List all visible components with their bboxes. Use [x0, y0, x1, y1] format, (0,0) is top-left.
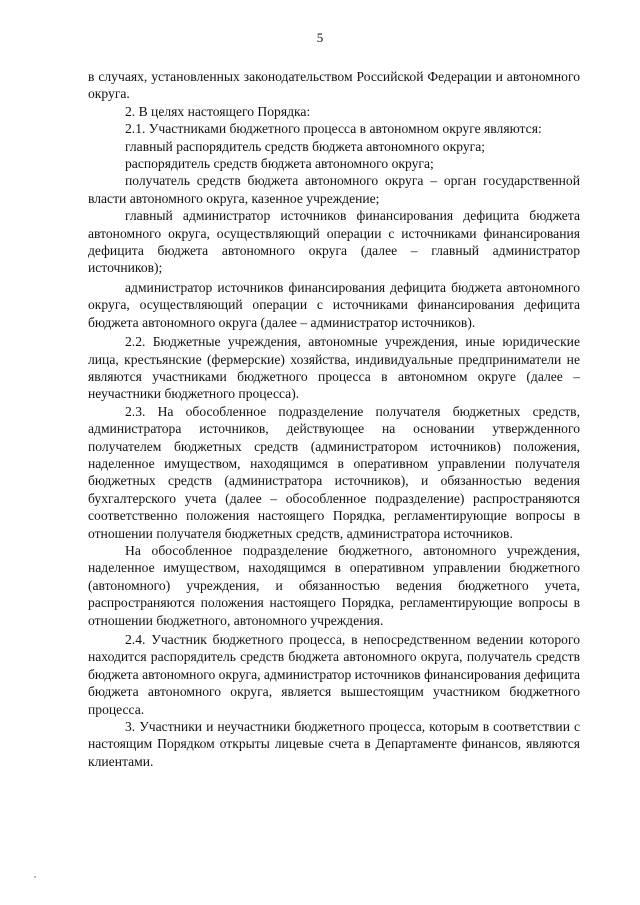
list-item-manager: распорядитель средств бюджета автономного округа; — [125, 156, 434, 172]
list-item-chief-administrator: главный администратор источников финансирования дефицита бюджета автономного округа, осуществляющий операции с источниками финансирования дефицита бюджета автономного округа (далее – главный администратор источников); — [88, 208, 580, 276]
paragraph-2-4: 2.4. Участник бюджетного процесса, в непосредственном ведении которого находится распорядитель средств бюджета автономного округа, получатель средств бюджета автономного округа, администратор источников финансирования дефицита бюджета автономного округа, является вышестоящим участником бюджетного процесса. — [88, 632, 581, 717]
list-item-chief-manager: главный распорядитель средств бюджета автономного округа; — [125, 138, 486, 154]
paragraph-2-3-continued: На обособленное подразделение бюджетного, автономного учреждения, наделенное имуществом, находящимся в оперативном управлении бюджетного (автономного) учреждения, и обязанностью ведения бюджетного учета, распространяются положения настоящего Порядка, регламентирующие вопросы в отношении бюджетного, автономного учреждения. — [88, 542, 580, 628]
list-item-recipient: получатель средств бюджета автономного округа – орган государственной власти автономного округа, казенное учреждение; — [88, 173, 580, 206]
document-body — [88, 68, 580, 770]
scan-artifact — [34, 876, 36, 878]
paragraph-section-3: 3. Участники и неучастники бюджетного процесса, которым в соответствии с настоящим Порядком открыты лицевые счета в Департаменте финансов, являются клиентами. — [88, 719, 580, 769]
paragraph-section-2: 2. В целях настоящего Порядка: — [125, 103, 311, 119]
list-item-administrator: администратор источников финансирования дефицита бюджета автономного округа, осуществляющий операции с источниками финансирования дефицита бюджета автономного округа (далее – администратор источников). — [88, 279, 580, 330]
paragraph-2-2: 2.2. Бюджетные учреждения, автономные учреждения, иные юридические лица, крестьянские (фермерские) хозяйства, индивидуальные предприниматели не являются участниками бюджетного процесса в автономном округе (далее – неучастники бюджетного процесса). — [88, 334, 580, 402]
page-number: 5 — [316, 30, 324, 45]
paragraph-2-3: 2.3. На обособленное подразделение получателя бюджетных средств, администратора источников, действующее на основании утвержденного получателем бюджетных средств (администратором источников) положения, наделенное имуществом, находящимся в оперативном управлении получателя бюджетных средств (администратора источников), и обязанностью ведения бухгалтерского учета (далее – обособленное подразделение) распространяются соответственно положения настоящего Порядка, регламентирующие вопросы в отношении получателя бюджетных средств, администратора источников. — [88, 403, 580, 541]
paragraph-continuation: в случаях, установленных законодательством Российской Федерации и автономного округа. — [88, 69, 580, 102]
paragraph-2-1: 2.1. Участниками бюджетного процесса в автономном округе являются: — [125, 121, 542, 137]
